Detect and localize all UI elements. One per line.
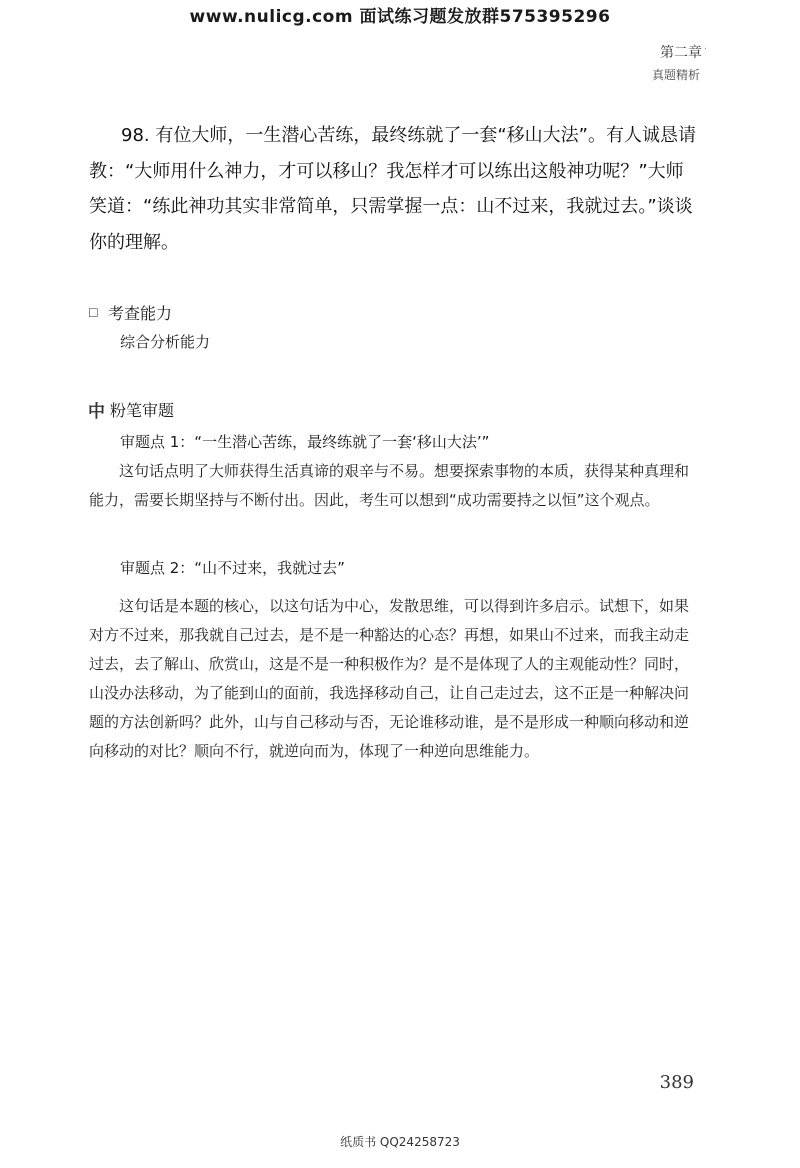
header-banner: www.nulicg.com 面试练习题发放群575395296 (189, 7, 611, 27)
point1-title: 审题点 1：“一生潜心苦练，最终练就了一套‘移山大法’” (120, 433, 490, 451)
footer-text: 纸质书 QQ24258723 (340, 1135, 460, 1149)
fenbi-logo-icon: 中 (88, 402, 105, 422)
ability-section-title: 考查能力 (108, 304, 173, 323)
chapter-mark: · (703, 44, 707, 55)
point2-title: 审题点 2：“山不过来，我就过去” (120, 559, 345, 577)
page-number: 389 (659, 1072, 694, 1093)
analysis-section-title: 粉笔审题 (110, 401, 175, 420)
point2-text: 这句话是本题的核心，以这句话为中心，发散思维，可以得到许多启示。试想下，如果对方不过来，那我就自己过去，是不是一种豁达的心态？再想，如果山不过来，而我主动走过去，去了解山、欣赏山，这是不是一种积极作为？是不是体现了人的主观能动性？同时，山没办法移动，为了能到山的面前，我选择移动自己，让自己走过去，这不正是一种解决问题的方法创新吗？此外，山与自己移动与否，无论谁移动谁，是不是形成一种顺向移动和逆向移动的对比？顺向不行，就逆向而为，体现了一种逆向思维能力。 (89, 597, 690, 760)
chapter-title: 第二章 (660, 45, 702, 61)
chapter-subtitle: 真题精析 (651, 68, 700, 82)
question-text: 98. 有位大师，一生潜心苦练，最终练就了一套“移山大法”。有人诚恳请教：“大师用什么神力，才可以移山？我怎样才可以练出这般神功呢？”大师笑道：“练此神功其实非常简单，只需掌握一点：山不过来，我就过去。”谈谈你的理解。 (89, 125, 696, 253)
analysis-section-heading (88, 397, 174, 422)
ability-section-heading (88, 301, 172, 324)
checkbox-icon: ☐ (88, 305, 99, 320)
point1-text: 这句话点明了大师获得生活真谛的艰辛与不易。想要探索事物的本质，获得某种真理和能力，需要长期坚持与不断付出。因此，考生可以想到“成功需要持之以恒”这个观点。 (89, 462, 690, 509)
ability-content: 综合分析能力 (120, 333, 211, 351)
